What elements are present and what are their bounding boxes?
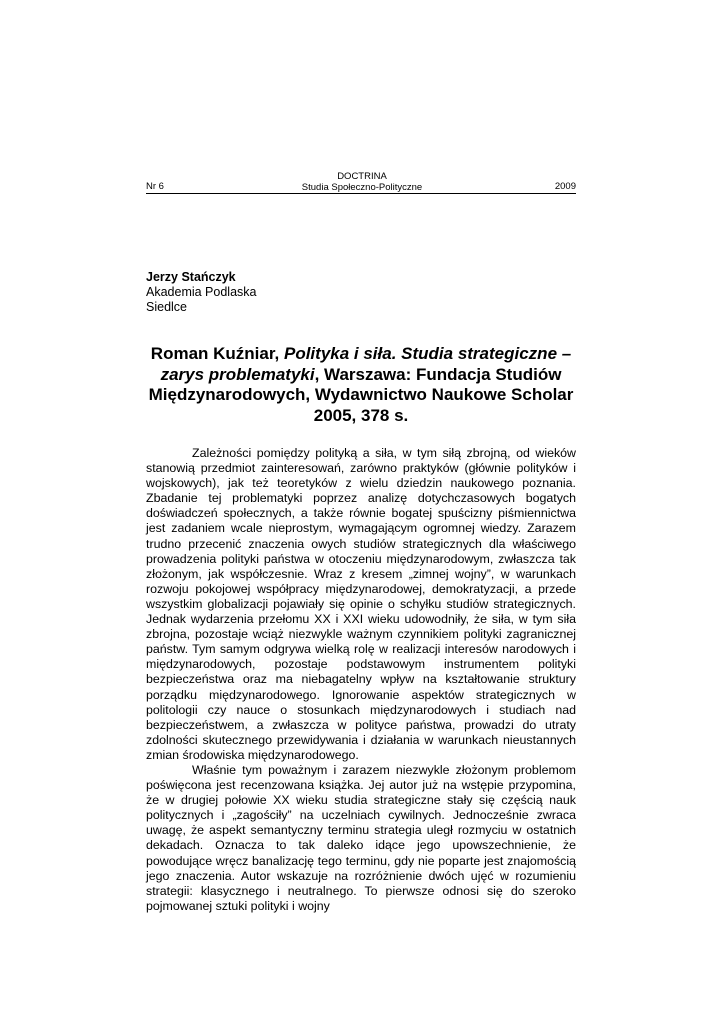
author-block xyxy=(146,270,256,315)
author-city: Siedlce xyxy=(146,300,187,314)
journal-name: DOCTRINA xyxy=(337,171,387,182)
title-publication: , Warszawa: Fundacja Studiów Międzynarodowych, Wydawnictwo Naukowe Scholar 2005, 378 s. xyxy=(148,364,574,425)
running-header xyxy=(0,171,724,193)
review-title xyxy=(146,344,576,426)
paragraph: Zależności pomiędzy polityką a siła, w tym siłą zbrojną, od wieków stanowią przedmiot zainteresowań, zarówno praktyków (głównie polityków i wojskowych), jak też teoretyków z wielu dziedzin naukowego poznania. Zbadanie tej problematyki poprzez analizę dotychczasowych bogatych doświadczeń społecznych, a także równie bogatej spuścizny piśmiennictwa jest zadaniem wcale nieprostym, wymagającym ogromnej wiedzy. Zarazem trudno przecenić znaczenia owych studiów strategicznych dla właściwego prowadzenia polityki państwa w otoczeniu międzynarodowym, zwłaszcza tak złożonym, jak współczesnie. Wraz z kresem „zimnej wojny”, w warunkach rozwoju pokojowej współpracy międzynarodowej, demokratyzacji, a przede wszystkim globalizacji pojawiały się opinie o schyłku studiów strategicznych. Jednak wydarzenia przełomu XX i XXI wieku udowodniły, że siła, w tym siła zbrojna, pozostaje wciąż niezwykle ważnym czynnikiem polityki zagranicznej państw. Tym samym odgrywa wielką rolę w realizacji interesów narodowych i międzynarodowych, pozostaje podstawowym instrumentem polityki bezpieczeństwa oraz ma niebagatelny wpływ na kształtowanie struktury porządku międzynarodowego. Ignorowanie aspektów strategicznych w politologii czy nauce o stosunkach międzynarodowych i studiach nad bezpieczeństwem, a zwłaszcza w polityce państwa, prowadzi do utraty zdolności skutecznego przewidywania i działania w warunkach nieustannych zmian środowiska międzynarodowego. xyxy=(146,446,576,762)
header-rule xyxy=(146,193,576,194)
journal-subtitle: Studia Społeczno-Polityczne xyxy=(301,182,423,193)
paragraph: Właśnie tym poważnym i zarazem niezwykle złożonym problemom poświęcona jest recenzowana książka. Jej autor już na wstępie przypomina, że w drugiej połowie XX wieku studia strategiczne stały się częścią nauk politycznych i „zagościły” na uczelniach cywilnych. Jednocześnie zwraca uwagę, że aspekt semantyczny terminu strategia uległ rozmyciu w ostatnich dekadach. Oznacza to tak daleko idące jego upowszechnienie, że powodujące wręcz banalizację tego terminu, gdy nie poparte jest znajomością jego znaczenia. Autor wskazuje na rozróżnienie dwóch ujęć w rozumieniu strategii: klasycznego i neutralnego. To pierwsze odnosi się do szeroko pojmowanej sztuki polityki i wojny xyxy=(146,762,576,913)
title-book: Polityka i siła. Studia strategiczne – zarys problematyki xyxy=(160,344,572,384)
publication-year: 2009 xyxy=(554,181,576,192)
review-body xyxy=(146,446,576,914)
issue-number: Nr 6 xyxy=(146,181,164,192)
title-author: Roman Kuźniar, xyxy=(150,344,284,363)
author-affiliation: Akademia Podlaska xyxy=(146,285,257,299)
author-name: Jerzy Stańczyk xyxy=(146,270,236,284)
